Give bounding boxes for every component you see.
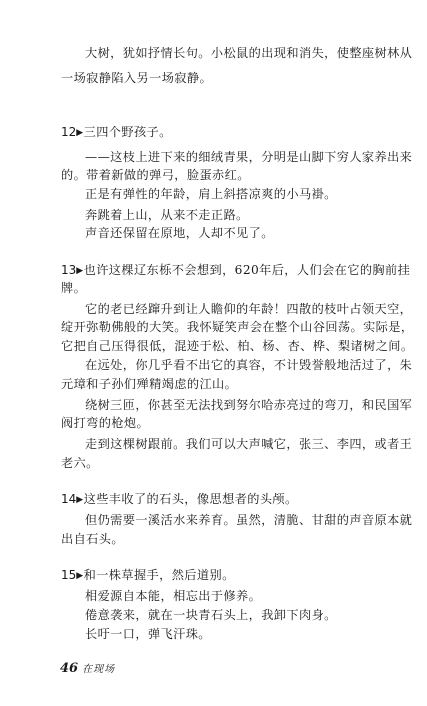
text-line: 它把自己压得很低，混迹于松、柏、杨、杏、桦、梨诸树之间。 [61, 339, 414, 353]
text-line: 这些丰收了的石头，像思想者的头颅。 [83, 492, 298, 506]
text-line: 绕树三匝，你甚至无法找到努尔哈赤亮过的弯刀，和民国军 [85, 398, 413, 412]
text-line: 相爱源自本能，相忘出于修养。 [85, 589, 262, 603]
section-number: 15 [61, 568, 77, 582]
text-line: 老六。 [61, 456, 99, 470]
section-12-heading [61, 124, 172, 143]
section-13-heading [61, 262, 410, 281]
section-number: 14 [61, 492, 77, 506]
text-line: 大树，犹如抒情长句。小松鼠的出现和消失，使整座树林从 [85, 46, 413, 60]
text-line: 长吁一口，弹飞汗珠。 [85, 627, 211, 641]
text-line: 但仍需要一溪活水来养育。虽然，清脆、甘甜的声音原本就 [85, 513, 413, 527]
text-line: 也许这棵辽东栎不会想到，620年后，人们会在它的胸前挂 [83, 263, 411, 277]
text-line: 三四个野孩子。 [83, 125, 172, 139]
triangle-marker-icon: ▶ [76, 495, 84, 505]
text-line: 一场寂静陷入另一场寂静。 [61, 71, 213, 85]
section-number: 12 [61, 125, 77, 139]
triangle-marker-icon: ▶ [76, 128, 84, 138]
text-line: 元璋和子孙们殚精竭虑的江山。 [61, 377, 238, 391]
page-footer [60, 657, 115, 676]
section-15-heading [61, 567, 235, 586]
triangle-marker-icon: ▶ [76, 571, 84, 581]
text-line: 倦意袭来，就在一块青石头上，我卸下肉身。 [85, 608, 337, 622]
text-line: 出自石头。 [61, 532, 124, 546]
triangle-marker-icon: ▶ [76, 266, 84, 276]
text-line: 奔跳着上山，从来不走正路。 [85, 208, 249, 222]
text-line: 和一株草握手，然后道别。 [83, 568, 235, 582]
text-line: 绽开弥勒佛般的大笑。我怀疑笑声会在整个山谷回荡。实际是， [61, 320, 414, 334]
running-head: 在现场 [82, 664, 116, 675]
text-line: 正是有弹性的年龄，肩上斜搭凉爽的小马褂。 [85, 187, 337, 201]
page-number: 46 [60, 661, 79, 676]
text-line: 走到这棵树跟前。我们可以大声喊它，张三、李四，或者王 [85, 437, 413, 451]
text-line: 在远处，你几乎看不出它的真容，不计毁誉般地活过了，朱 [85, 358, 413, 372]
text-line: 的。带着新做的弹弓，脸蛋赤红。 [61, 168, 250, 182]
section-number: 13 [61, 263, 77, 277]
text-line: 阀打弯的枪炮。 [61, 416, 150, 430]
text-line: 牌。 [61, 281, 87, 295]
text-line: 声音还保留在原地，人却不见了。 [85, 226, 274, 240]
section-14-heading [61, 491, 298, 510]
text-line: 它的老已经蹿升到让人瞻仰的年龄！四散的枝叶占领天空， [85, 302, 413, 316]
text-line: ——这枝上进下来的细绒青果，分明是山脚下穷人家养出来 [85, 150, 413, 164]
